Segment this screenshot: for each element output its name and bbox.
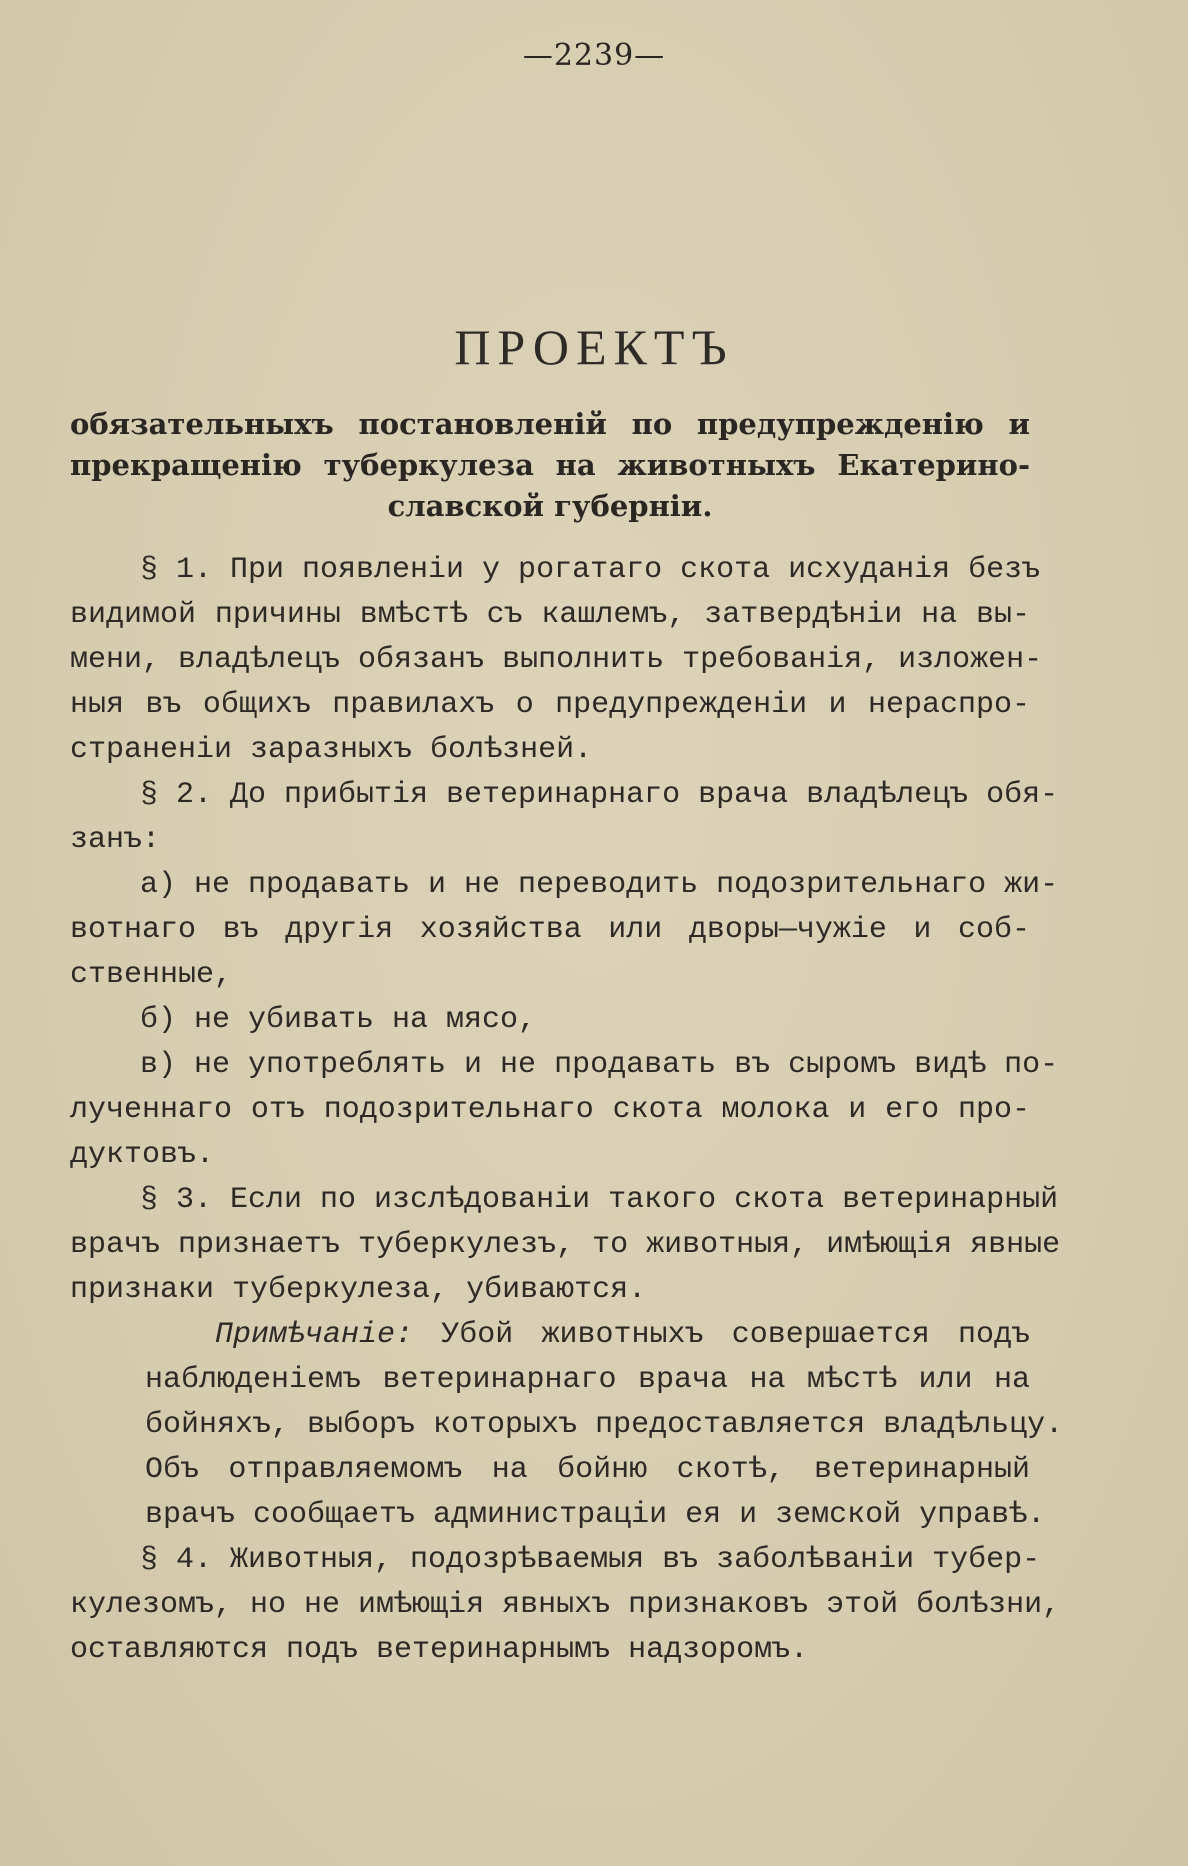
list-item-line: лученнаго отъ подозрительнаго скота молока и его про- (70, 1093, 1030, 1127)
document-body (70, 548, 1064, 1673)
page-number: —2239— (522, 38, 666, 73)
paragraph-line: кулезомъ, но не имѣющія явныхъ признаковъ этой болѣзни, (70, 1588, 1061, 1622)
list-item-line: в) не употреблять и не продавать въ сыромъ видѣ по- (140, 1048, 1059, 1082)
subtitle-line: обязательныхъ постановленій по предупрежденію и (70, 407, 1030, 441)
list-item-line: вотнаго въ другія хозяйства или дворы—чужіе и соб- (70, 913, 1030, 947)
paragraph-line: § 1. При появленіи у рогатаго скота исхуданія безъ (140, 553, 1041, 587)
paragraph-line: § 3. Если по изслѣдованіи такого скота ветеринарный (140, 1183, 1059, 1217)
list-item-line: б) не убивать на мясо, (140, 1003, 537, 1037)
note-line: наблюденіемъ ветеринарнаго врача на мѣстѣ или на (145, 1363, 1030, 1397)
paragraph-line: ныя въ общихъ правилахъ о предупрежденіи и нераспро- (70, 688, 1030, 722)
paragraph-line: § 2. До прибытія ветеринарнаго врача владѣлецъ обя- (140, 778, 1059, 812)
list-item-line: ственные, (70, 958, 233, 992)
note-line: Объ отправляемомъ на бойню скотѣ, ветеринарный (145, 1453, 1030, 1487)
paragraph-line: признаки туберкулеза, убиваются. (70, 1273, 647, 1307)
subtitle-line: славской губерніи. (387, 489, 713, 523)
paragraph-line: видимой причины вмѣстѣ съ кашлемъ, затвердѣніи на вы- (70, 598, 1030, 632)
document-title: ПРОЕКТЪ (454, 319, 734, 375)
paragraph-line: занъ: (70, 823, 161, 857)
list-item-line: дуктовъ. (70, 1138, 215, 1172)
paragraph-line: врачъ признаетъ туберкулезъ, то животныя, имѣющія явные (70, 1228, 1061, 1262)
paragraph-line: § 4. Животныя, подозрѣваемыя въ заболѣваніи тубер- (140, 1543, 1041, 1577)
note-label: Примѣчаніе: (215, 1318, 414, 1352)
note-line (70, 1313, 1030, 1358)
note-text: Убой животныхъ совершается подъ (441, 1318, 1030, 1352)
list-item-line: а) не продавать и не переводить подозрительнаго жи- (140, 868, 1059, 902)
note-line: врачъ сообщаетъ администраціи ея и земской управѣ. (145, 1498, 1046, 1532)
subtitle-line: прекращенію туберкулеза на животныхъ Екатерино- (70, 448, 1030, 482)
document-subtitle (70, 404, 1030, 527)
paragraph-line: страненіи заразныхъ болѣзней. (70, 733, 593, 767)
paragraph-line: оставляются подъ ветеринарнымъ надзоромъ. (70, 1633, 809, 1667)
note-line: бойняхъ, выборъ которыхъ предоставляется владѣльцу. (145, 1408, 1064, 1442)
paragraph-line: мени, владѣлецъ обязанъ выполнить требованія, изложен- (70, 643, 1043, 677)
